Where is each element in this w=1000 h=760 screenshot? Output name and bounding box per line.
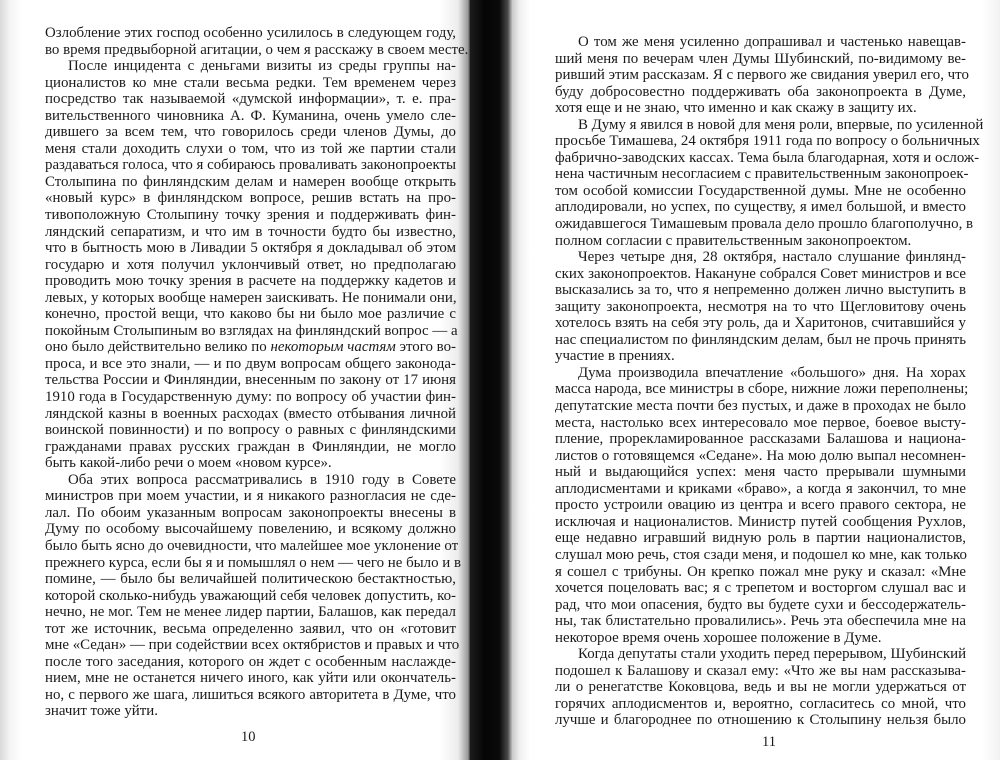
- text-line: слушал мою речь, стоя сзади меня, и подошел ко мне, как только: [555, 546, 967, 563]
- left-page: [0, 0, 470, 760]
- text-line: нас специалистом по финляндским делам, был не прочь принять: [555, 331, 967, 348]
- text-line: вительственного чиновника А. Ф. Куманина, очень умело сле-: [45, 107, 456, 124]
- text-line: Озлобление этих господ особенно усилилось в следующем году,: [45, 25, 456, 41]
- text-line: После инцидента с деньгами визиты из среды группы на-: [68, 58, 456, 75]
- text-line: участие в прениях.: [555, 348, 675, 365]
- text-line: хотя еще и не знаю, что именно и как скажу в защиту их.: [555, 100, 917, 117]
- text-line: Думу по особому высочайшему повелению, и всякому должно: [45, 521, 456, 538]
- text-line: горячих аплодисментов и, вероятно, согласитесь со мной, что: [555, 695, 966, 712]
- text-line: что в бытность мою в Ливадии 5 октября я докладывал об этом: [45, 240, 456, 257]
- italic-emphasis: некоторым частям: [270, 339, 396, 356]
- text-line: Дума производила впечатление «большого» дня. На хорах: [578, 364, 966, 381]
- text-line: тельства России и Финляндии, внесенным по закону от 17 июня: [45, 372, 456, 389]
- text-line: том особой комиссии Государственной думы. Мне не особенно: [555, 182, 966, 199]
- text-line: после того заседания, которого он ждет с особенным наслажде-: [45, 653, 456, 670]
- left-page-text: [45, 25, 469, 720]
- text-line: нена частичным несогласием с правительственным законопроек-: [555, 166, 969, 183]
- text-line: хотелось взять на себя эту роль, да и Харитонов, считавшийся у: [555, 315, 966, 332]
- text-line: исключая и националистов. Министр путей сообщения Рухлов,: [555, 513, 966, 530]
- text-line: покойным Столыпиным во взглядах на финляндский вопрос — а: [45, 322, 458, 339]
- text-line: значит тоже уйти.: [45, 703, 158, 720]
- text-line: конечно, простой вещи, что каково бы ни было мое различие с: [45, 306, 456, 323]
- text-line: тот же источник, весьма определенно заявил, что он «готовит: [45, 620, 456, 637]
- text-line: но, с первого же шага, лишиться всякого авторитета в Думе, что: [45, 686, 456, 703]
- text-line: быть какой-либо речи о моем «новом курсе».: [45, 455, 332, 472]
- text-line: некоторое время очень хорошее положение в Думе.: [555, 629, 882, 646]
- text-line: ный и выдающийся успех: меня часто прерывали шумными: [555, 464, 966, 481]
- text-line: еще недавно игравший видную роль в партии националистов,: [555, 530, 966, 547]
- text-line: ли о ренегатстве Коковцова, ведь и вы не могли удержаться от: [555, 679, 966, 696]
- text-line: [45, 339, 456, 356]
- text-line: лал. По обоим указанным вопросам законопроекты внесены в: [45, 504, 456, 521]
- text-line: О том же меня усиленно допрашивал и частенько навещав-: [578, 34, 966, 50]
- text-line: ционалистов ко мне стали весьма редки. Тем временем через: [45, 74, 456, 91]
- text-line: министров при моем участии, и я никакого разногласия не сде-: [45, 488, 456, 505]
- text-line: проса, и все это знали, — и по двум вопросам общего законода-: [45, 355, 456, 372]
- text-line: В Думу я явился в новой для меня роли, впервые, по усиленной: [578, 116, 984, 133]
- text-line: Через четыре дня, 28 октября, настало слушание финлянд-: [578, 249, 966, 266]
- text-line: Столыпина по финляндским делам и намерен вообще открыть: [45, 173, 456, 190]
- text-line: тивоположную Столыпину точку зрения и поддерживать фин-: [45, 207, 456, 224]
- text-segment: этого во-: [395, 339, 457, 356]
- text-line: проводить мою точку зрения в расчете на поддержку кадетов и: [45, 273, 456, 290]
- text-line: аплодировали, но успех, по существу, я имел большой, и вместо: [555, 199, 966, 216]
- text-line: ны, так блистательно провалились». Речь эта обеспечила мне на: [555, 613, 966, 630]
- text-line: нием, мне не останется ничего иного, как уйти или окончатель-: [45, 670, 456, 687]
- text-line: хочется поцеловать вас; я с трепетом и восторгом слушал вас и: [555, 580, 966, 597]
- text-line: «новый курс» в финляндском вопросе, решив встать на про-: [45, 190, 456, 207]
- text-line: аплодисментами и криками «браво», а когда я закончил, то мне: [555, 480, 966, 497]
- text-line: прежнего курса, если бы я и помышлял о нем — чего не было и в: [45, 554, 461, 571]
- text-line: ляндский сепаратизм, и что им в точности будто бы известно,: [45, 223, 456, 240]
- text-line: подошел к Балашову и сказал ему: «Что же вы нам рассказыва-: [555, 662, 966, 679]
- right-page: [512, 0, 1000, 760]
- text-line: государю и хотя получил уклончивый ответ, но предполагаю: [45, 256, 456, 273]
- text-line: ший меня по вечерам член Думы Шубинский, по-видимому ве-: [555, 50, 966, 67]
- text-line: 1910 года в Государственную думу: по вопросу об участии фин-: [45, 389, 456, 406]
- text-line: просто устроили овацию из центра и всего правого сектора, не: [555, 497, 966, 514]
- text-line: мне «Седан» — при содействии всех октябристов и правых и что: [45, 637, 460, 654]
- text-line: ожидавшегося Тимашевым провала дело прошло благополучно, в: [555, 216, 974, 233]
- text-line: помине, — было бы величайшей политическою бестактностью,: [45, 571, 456, 588]
- text-line: полном согласии с правительственным законопроектом.: [555, 232, 912, 249]
- text-line: во время предвыборной агитации, о чем я расскажу в своем месте.: [45, 41, 469, 58]
- text-line: фабрично-заводских кассах. Тема была благодарная, хотя и ослож-: [555, 149, 980, 166]
- text-line: я сошел с трибуны. Он крепко пожал мне руку и сказал: «Мне: [555, 563, 966, 580]
- text-line: которой сколько-нибудь уважающий себя человек допустить, ко-: [45, 587, 456, 604]
- text-line: ляндской казны в военных расходах (вместо отбывания личной: [45, 405, 456, 422]
- text-line: рад, что мои опасения, будто вы будете сухи и бессодержатель-: [555, 596, 966, 613]
- text-line: гражданами правах русских граждан в Финляндии, не могло: [45, 438, 456, 455]
- page-number-right: 11: [762, 734, 776, 750]
- text-line: дившего за всем тем, что говорилось среди членов Думы, до: [45, 124, 456, 141]
- text-line: нечно, не мог. Тем не менее лидер партии, Балашов, как передал: [45, 604, 456, 621]
- text-line: защиту законопроекта, несмотря на то что Щегловитову очень: [555, 298, 966, 315]
- page-number-left: 10: [241, 729, 256, 745]
- text-line: меня стали доходить слухи о том, что из той же партии стали: [45, 140, 456, 157]
- text-line: буду добросовестно поддерживать оба законопроекта в Думе,: [555, 83, 966, 100]
- text-line: пление, прорекламированное рассказами Балашова и национа-: [555, 431, 966, 448]
- text-line: лучше и благороднее по отношению к Столыпину нельзя было: [555, 712, 966, 729]
- text-line: листов о готовящемся «Седане». На мою долю выпал несомнен-: [555, 447, 966, 464]
- right-page-text: [555, 34, 984, 729]
- text-line: раздаваться голоса, что я собираюсь проваливать законопроекты: [45, 157, 456, 174]
- text-line: депутатские места почти без пустых, и даже в проходах не было: [555, 398, 966, 415]
- text-line: Когда депутаты стали уходить перед перерывом, Шубинский: [578, 646, 967, 663]
- text-line: просьбе Тимашева, 24 октября 1911 года по вопросу о больничных: [555, 133, 980, 150]
- text-line: места, настолько всех интересовало мое первое, боевое высту-: [555, 414, 966, 431]
- text-segment: оно было действительно велико по: [45, 339, 271, 356]
- text-line: ских законопроектов. Накануне собрался Совет министров и все: [555, 265, 966, 282]
- text-line: Оба этих вопроса рассматривались в 1910 году в Совете: [68, 471, 456, 488]
- text-line: ривший этим рассказам. Я с первого же свидания уверил его, что: [555, 67, 969, 84]
- text-line: воинской повинности) и по вопросу о равных с финляндскими: [45, 422, 456, 439]
- text-line: посредство так называемой «думской информации», т. е. пра-: [45, 91, 456, 108]
- text-line: высказались за то, что я непременно должен лично выступить в: [555, 282, 966, 299]
- text-line: было быть ясно до очевидности, что малейшее мое уклонение от: [45, 537, 459, 554]
- book-spine: [470, 0, 512, 760]
- text-line: масса народа, все министры в сборе, нижние ложи переполнены;: [555, 381, 969, 398]
- text-line: левых, у которых вообще намерен заискивать. Не понимали они,: [45, 289, 457, 306]
